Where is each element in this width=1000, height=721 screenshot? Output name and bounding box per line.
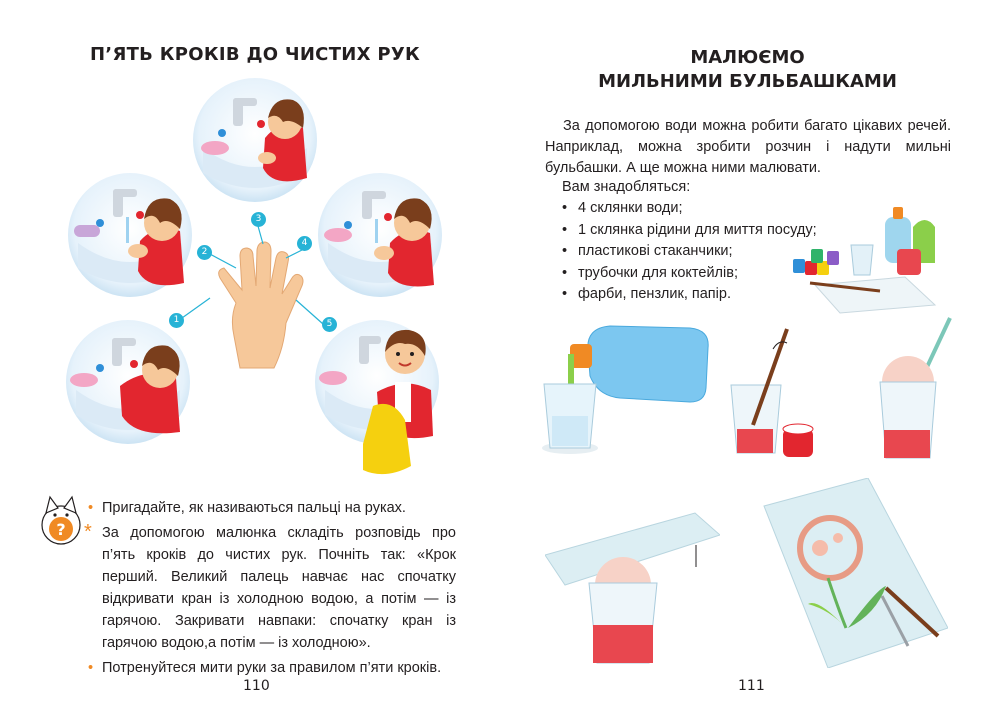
handwashing-illustration <box>60 78 460 488</box>
paper-over-cup-illustration <box>545 495 720 670</box>
materials-list <box>562 198 817 306</box>
pour-soap-illustration <box>540 318 715 463</box>
mix-paint-illustration <box>725 325 850 465</box>
step-number-4: 4 <box>297 236 312 251</box>
material-item: • пластикові стаканчики; <box>562 241 817 263</box>
material-item: • 1 склянка рідини для миття посуду; <box>562 220 817 242</box>
question-mascot-icon <box>40 495 82 547</box>
step-number-5: 5 <box>322 317 337 332</box>
step-1-vignette <box>66 320 190 444</box>
right-page-title: МАЛЮЄМО МИЛЬНИМИ БУЛЬБАШКАМИ <box>598 47 897 92</box>
material-item: • 4 склянки води; <box>562 198 817 220</box>
step-number-3: 3 <box>251 212 266 227</box>
task-list <box>84 497 456 679</box>
bubble-painting-illustration <box>758 478 948 668</box>
hand-illustration <box>219 242 303 368</box>
left-page-title: П’ЯТЬ КРОКІВ ДО ЧИСТИХ РУК <box>89 44 421 65</box>
step-number-1: 1 <box>169 313 184 328</box>
task-item: • Потренуйтеся мити руки за правилом п’яти кроків. <box>88 660 442 676</box>
step-3-vignette <box>193 78 317 202</box>
task-item: • Пригадайте, як називаються пальці на руках. <box>88 500 406 516</box>
svg-text:?: ? <box>56 520 66 539</box>
step-2-vignette <box>68 173 192 297</box>
materials-illustration <box>785 205 955 315</box>
step-5-vignette <box>315 320 439 474</box>
page-number-left: 110 <box>243 678 270 694</box>
step-number-2: 2 <box>197 245 212 260</box>
task-item: * За допомогою малюнка складіть розповідь про п’ять кроків до чистих рук. Почніть так: «Крок перший. Великий палець навчає нас спочатку відкривати кран із холодною водою, а потім — із гарячою. Закривати навпаки: спочатку кран із гарячою водою,а потім — із холодною». <box>84 521 456 651</box>
intro-paragraph: За допомогою води можна робити багато цікавих речей. Наприклад, можна зробити розчин і надути мильні бульбашки. А ще можна ними малювати. <box>545 118 951 176</box>
material-item: • фарби, пензлик, папір. <box>562 284 817 306</box>
material-item: • трубочки для коктейлів; <box>562 263 817 285</box>
step-4-vignette <box>318 173 442 297</box>
foam-cup-illustration <box>870 312 960 467</box>
page-number-right: 111 <box>738 678 765 694</box>
materials-label: Вам знадобляться: <box>562 179 691 195</box>
